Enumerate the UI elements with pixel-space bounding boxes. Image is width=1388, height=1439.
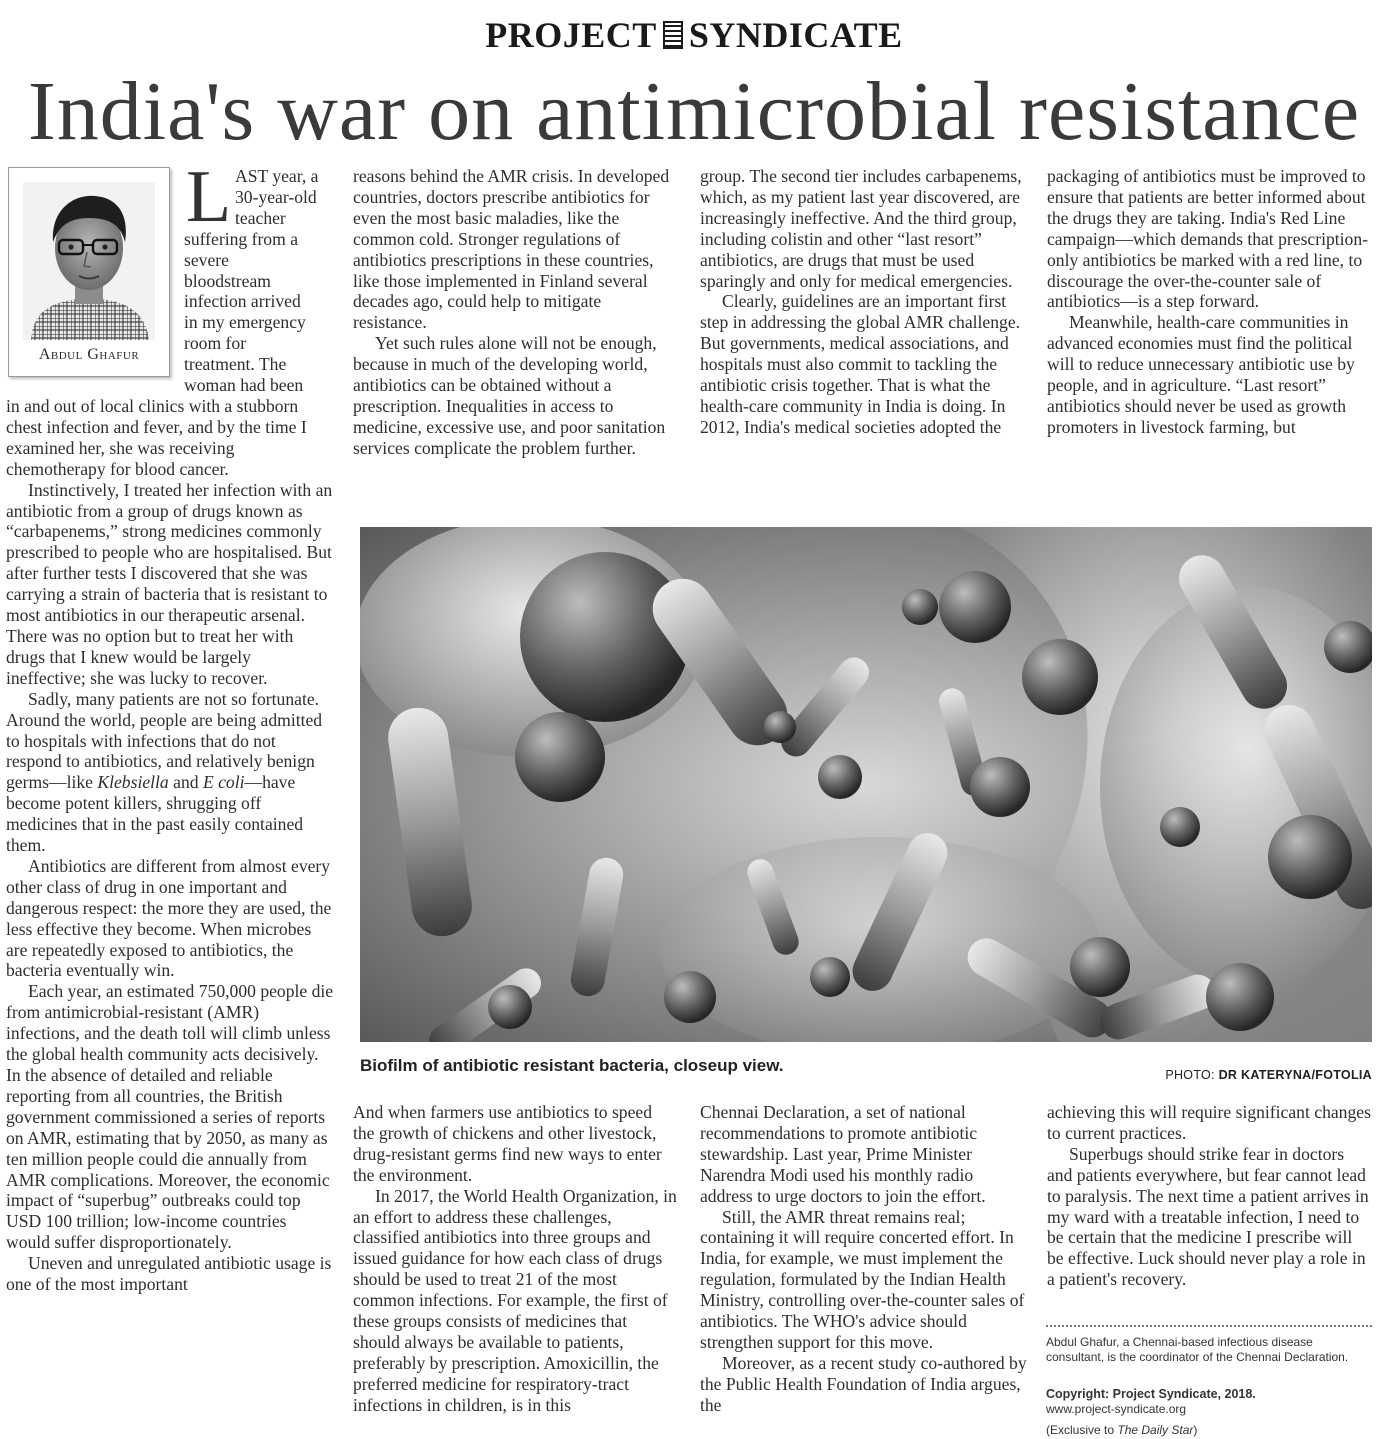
paragraph: Moreover, as a recent study co-authored by the Public Health Foundation of India argues, the bbox=[700, 1352, 1027, 1415]
paragraph: Yet such rules alone will not be enough, because in much of the developing world, antibiotics can be obtained without a prescription. Inequalities in access to medicine, excessive use, and poor sanitation services complicate the problem further. bbox=[353, 333, 666, 458]
paragraph: group. The second tier includes carbapenems, which, as my patient last year discovered, are increasingly ineffective. And the third group, including colistin and other “last resort” antibiotics, are drugs that must be used sparingly and only for medical emergencies. bbox=[700, 166, 1022, 291]
paragraph: Instinctively, I treated her infection with an antibiotic from a group of drugs known as “carbapenems,” strong medicines commonly prescribed to people who are hospitalised. But after further tests I discovered that she was carrying a strain of bacteria that is resistant to most antibiotics in our therapeutic arsenal. There was no option but to treat her with drugs that I knew would be largely ineffective; she was lucky to recover. bbox=[6, 479, 333, 688]
paragraph: Meanwhile, health-care communities in advanced economies must find the political will to reduce unnecessary antibiotic use by people, and in agriculture. “Last resort” antibiotics should never be used as growth promoters in livestock farming, but bbox=[1047, 312, 1355, 437]
column1-intro bbox=[184, 166, 334, 396]
paragraph: Clearly, guidelines are an important first step in addressing the global AMR challenge. But governments, medical associations, and hospitals must also commit to tackling the antibiotic crisis together. That is what the health-care community in India is doing. In 2012, India's medical societies adopted the bbox=[700, 291, 1021, 437]
author-name: Abdul Ghafur bbox=[38, 346, 140, 363]
paragraph: Still, the AMR threat remains real; containing it will require concerted effort. In India, for example, we must implement the regulation, formulated by the Indian Health Ministry, controlling over-the-counter sales of antibiotics. The WHO's advice should strengthen support for this move. bbox=[700, 1206, 1025, 1352]
exclusive-suffix: ) bbox=[1193, 1423, 1198, 1437]
intro-line: teacher bbox=[235, 207, 286, 228]
paragraph: achieving this will require significant changes to current practices. bbox=[1047, 1102, 1371, 1143]
drop-cap: L bbox=[186, 156, 232, 238]
column3-bottom bbox=[700, 1102, 1028, 1416]
intro-line: room for bbox=[184, 333, 247, 354]
text-run: Sadly, many patients are not so fortunate. Around the world, people are being admitted to hospitals with infections that do not respond to antibiotics, and relatively benign germs—like bbox=[6, 688, 323, 793]
author-bio: Abdul Ghafur, a Chennai-based infectious disease consultant, is the coordinator of the Chennai Declaration. bbox=[1046, 1335, 1349, 1364]
copyright: Copyright: Project Syndicate, 2018. bbox=[1046, 1387, 1256, 1401]
paragraph: Uneven and unregulated antibiotic usage is one of the most important bbox=[6, 1253, 332, 1295]
masthead-left: PROJECT bbox=[485, 15, 657, 55]
author-box bbox=[8, 167, 170, 377]
paragraph: packaging of antibiotics must be improved to ensure that patients are better informed about the drugs they are taking. India's Red Line campaign—which demands that prescription-only antibiotics be marked with a red line, to discourage the over-the-counter sale of antibiotics—is a step forward. bbox=[1047, 166, 1368, 312]
bio-divider bbox=[1046, 1325, 1372, 1327]
paragraph: Antibiotics are different from almost every other class of drug in one important and dangerous respect: the more they are used, the less effective they become. When microbes are repeatedly exposed to antibiotics, the bacteria eventually win. bbox=[6, 855, 332, 981]
column4-top bbox=[1047, 166, 1371, 438]
intro-line: 30-year-old bbox=[235, 186, 317, 207]
photo-credit-name: DR KATERYNA/FOTOLIA bbox=[1218, 1068, 1372, 1082]
syndicate-logo-icon bbox=[663, 21, 683, 49]
intro-line: woman had been bbox=[184, 375, 304, 396]
column2-bottom bbox=[353, 1102, 677, 1416]
paragraph: Chennai Declaration, a set of national recommendations to promote antibiotic stewardship. Last year, Prime Minister Narendra Modi used his monthly radio address to urge doctors to join the effort. bbox=[700, 1102, 986, 1206]
text-run: and bbox=[168, 772, 203, 793]
text-run: —have become potent killers, shrugging off medicines that in the past easily contained them. bbox=[6, 772, 304, 856]
intro-line: suffering from a bbox=[184, 228, 298, 249]
photo-caption: Biofilm of antibiotic resistant bacteria, closeup view. bbox=[360, 1056, 784, 1075]
intro-line: treatment. The bbox=[184, 354, 287, 375]
intro-line: AST year, a bbox=[235, 166, 319, 186]
text-run-italic: E coli bbox=[202, 772, 245, 793]
exclusive-note bbox=[1046, 1423, 1197, 1438]
masthead bbox=[0, 14, 1388, 56]
text-run-italic: Klebsiella bbox=[97, 772, 169, 793]
bacteria-photo bbox=[360, 527, 1372, 1042]
paragraph: Each year, an estimated 750,000 people die from antimicrobial-resistant (AMR) infections, and the death toll will climb unless the global health community acts decisively. In the absence of detailed and reliable reporting from all countries, the British government commissioned a series of reports on AMR, estimating that by 2050, as many as ten million people could die annually from AMR complications. Moreover, the economic impact of “superbug” outbreaks could top USD 100 trillion; low-income countries would suffer disproportionately. bbox=[6, 981, 334, 1253]
paragraph: Superbugs should strike fear in doctors and patients everywhere, but fear cannot lead to paralysis. The next time a patient arrives in my ward with a treatable infection, I need to be certain that the medicine I prescribe will be effective. Luck should never play a role in a patient's recovery. bbox=[1047, 1143, 1369, 1290]
paragraph: And when farmers use antibiotics to speed the growth of chickens and other livestock, drug-resistant germs find new ways to enter the environment. bbox=[353, 1102, 662, 1185]
website-link[interactable]: www.project-syndicate.org bbox=[1046, 1402, 1187, 1416]
masthead-right: SYNDICATE bbox=[688, 15, 903, 55]
intro-line: bloodstream bbox=[184, 270, 271, 291]
paragraph: in and out of local clinics with a stubborn chest infection and fever, and by the time I examined her, she was receiving chemotherapy for blood cancer. bbox=[6, 396, 307, 479]
headline: India's war on antimicrobial resistance bbox=[27, 65, 1361, 158]
column4-bottom bbox=[1047, 1102, 1373, 1290]
paragraph bbox=[6, 689, 334, 856]
author-photo bbox=[23, 182, 155, 340]
intro-line: in my emergency bbox=[184, 312, 306, 333]
photo-credit-label: PHOTO: bbox=[1165, 1068, 1219, 1082]
exclusive-prefix: (Exclusive to bbox=[1046, 1423, 1118, 1437]
intro-line: infection arrived bbox=[184, 291, 301, 312]
exclusive-paper: The Daily Star bbox=[1117, 1423, 1194, 1437]
paragraph: In 2017, the World Health Organization, in an effort to address these challenges, classified antibiotics into three groups and issued guidance for how each class of drugs should be used to treat 21 of the most common infections. For example, the first of these groups consists of medicines that should always be available to patients, preferably by prescription. Amoxicillin, the preferred medicine for respiratory-tract infections in children, is in this bbox=[353, 1185, 677, 1415]
column1-body bbox=[6, 396, 334, 1295]
column3-top bbox=[700, 166, 1026, 438]
column2-top bbox=[353, 166, 675, 459]
paragraph: reasons behind the AMR crisis. In developed countries, doctors prescribe antibiotics for even the most basic maladies, like the common cold. Stronger regulations of antibiotics prescriptions in these countries, like those implemented in Finland several decades ago, could help to mitigate resistance. bbox=[353, 166, 670, 333]
intro-line: severe bbox=[184, 249, 229, 270]
photo-credit bbox=[1165, 1068, 1372, 1082]
